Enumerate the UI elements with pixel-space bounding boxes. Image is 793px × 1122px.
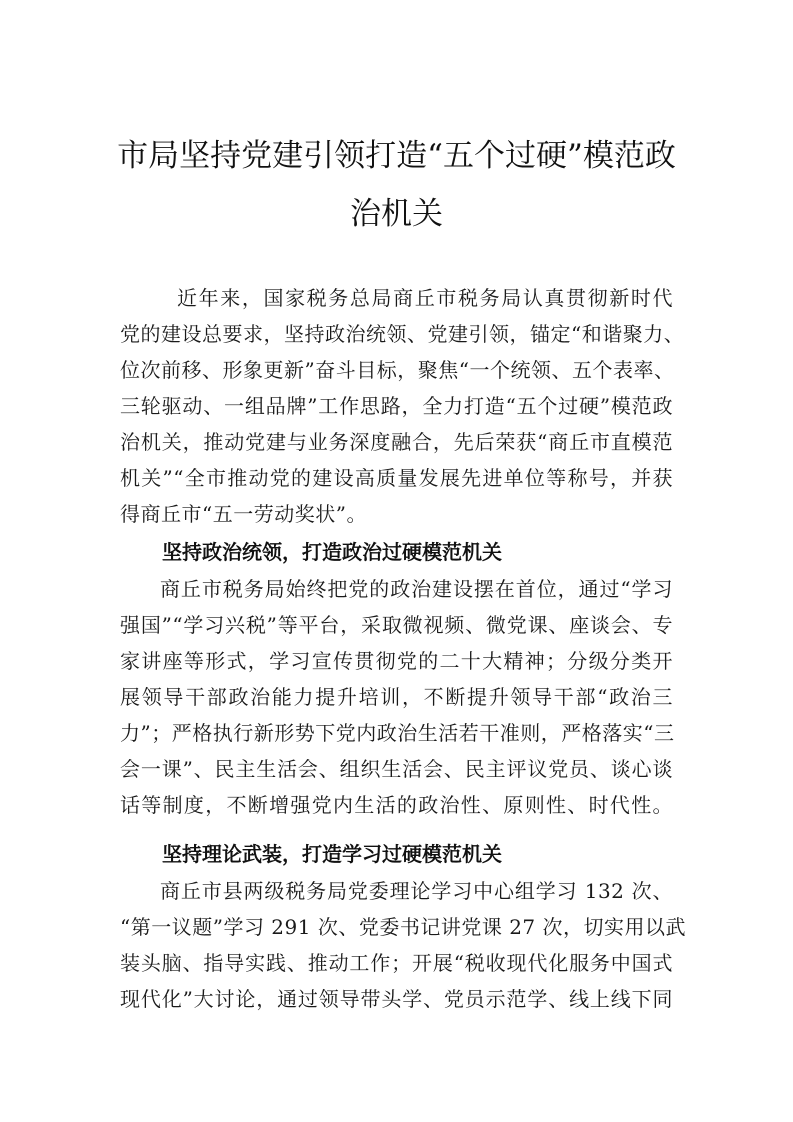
- section1-line: 力”；严格执行新形势下党内政治生活若干准则，严格落实“三: [120, 721, 675, 745]
- section2-line: 商丘市县两级税务局党委理论学习中心组学习 132 次、: [160, 879, 673, 903]
- document-title-line-2: 治机关: [350, 196, 443, 232]
- intro-line: 得商丘市“五一劳动奖状”。: [120, 502, 367, 526]
- section2-line: 现代化”大讨论，通过领导带头学、党员示范学、线上线下同: [120, 987, 673, 1011]
- intro-line: 三轮驱动、一组品牌”工作思路，全力打造“五个过硬”模范政: [120, 394, 673, 418]
- section1-line: 话等制度，不断增强党内生活的政治性、原则性、时代性。: [120, 793, 673, 817]
- intro-line: 近年来，国家税务总局商丘市税务局认真贯彻新时代: [177, 286, 673, 310]
- section1-line: 展领导干部政治能力提升培训，不断提升领导干部“政治三: [120, 685, 673, 709]
- section1-line: 商丘市税务局始终把党的政治建设摆在首位，通过“学习: [160, 577, 673, 601]
- intro-line: 机关”“全市推动党的建设高质量发展先进单位等称号，并获: [120, 466, 673, 490]
- intro-line: 党的建设总要求，坚持政治统领、党建引领，锚定“和谐聚力、: [120, 322, 685, 346]
- section1-line: 强国”“学习兴税”等平台，采取微视频、微党课、座谈会、专: [120, 613, 673, 637]
- section1-line: 会一课”、民主生活会、组织生活会、民主评议党员、谈心谈: [120, 757, 673, 781]
- section1-line: 家讲座等形式，学习宣传贯彻党的二十大精神；分级分类开: [120, 649, 673, 673]
- section-heading-political: 坚持政治统领，打造政治过硬模范机关: [162, 540, 502, 564]
- intro-line: 治机关，推动党建与业务深度融合，先后荣获“商丘市直模范: [120, 430, 673, 454]
- section-heading-theory: 坚持理论武装，打造学习过硬模范机关: [162, 842, 502, 866]
- intro-line: 位次前移、形象更新”奋斗目标，聚焦“一个统领、五个表率、: [120, 358, 675, 382]
- section2-line: 装头脑、指导实践、推动工作；开展“税收现代化服务中国式: [120, 951, 673, 975]
- document-title-line-1: 市局坚持党建引领打造“五个过硬”模范政: [117, 138, 676, 174]
- section2-line: “第一议题”学习 291 次、党委书记讲党课 27 次，切实用以武: [120, 915, 687, 939]
